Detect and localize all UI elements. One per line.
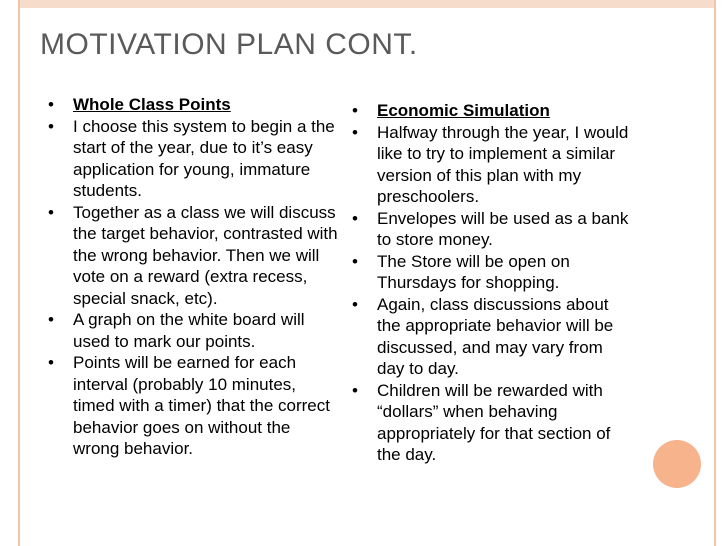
bullet-icon: • xyxy=(352,294,358,314)
bullet-icon: • xyxy=(352,380,358,400)
bullet-icon: • xyxy=(352,101,358,120)
list-item-text: Again, class discussions about the appropriate behavior will be discussed, and may vary from day to day. xyxy=(377,294,614,378)
bullet-icon: • xyxy=(48,202,54,222)
list-item xyxy=(48,309,338,352)
list-item xyxy=(48,352,338,460)
list-item xyxy=(352,294,634,380)
right-bullet-list xyxy=(352,100,634,466)
list-item-text: A graph on the white board will used to mark our points. xyxy=(73,310,305,351)
bullet-icon: • xyxy=(352,122,358,142)
left-heading: Whole Class Points xyxy=(73,95,231,114)
list-item xyxy=(48,202,338,310)
list-item-text: Children will be rewarded with “dollars” when behaving appropriately for that section of the day. xyxy=(377,380,611,464)
list-item-text: The Store will be open on Thursdays for shopping. xyxy=(377,251,570,292)
list-item xyxy=(352,122,634,208)
list-item-text: I choose this system to begin a the start of the year, due to it’s easy application for young, immature students. xyxy=(73,116,335,200)
frame-right-border xyxy=(714,0,716,546)
list-item-text: Halfway through the year, I would like to try to implement a similar version of this plan with my preschoolers. xyxy=(377,122,629,206)
bullet-icon: • xyxy=(48,353,54,372)
list-item xyxy=(352,251,634,294)
list-item-text: Together as a class we will discuss the target behavior, contrasted with the wrong behavior. Then we will vote on a reward (extra recess, special snack, etc). xyxy=(73,202,338,308)
slide-title: MOTIVATION PLAN CONT. xyxy=(40,28,418,61)
list-item-text: Points will be earned for each interval (probably 10 minutes, timed with a timer) that the correct behavior goes on without the wrong behavior. xyxy=(73,353,330,458)
list-item xyxy=(48,94,338,116)
bullet-icon: • xyxy=(48,95,54,114)
list-item xyxy=(352,100,634,122)
frame-left-border xyxy=(18,0,20,546)
bullet-icon: • xyxy=(352,208,358,228)
list-item xyxy=(352,380,634,466)
list-item-text: Envelopes will be used as a bank to store money. xyxy=(377,208,629,249)
bullet-icon: • xyxy=(352,251,358,271)
list-item xyxy=(352,208,634,251)
list-item xyxy=(48,116,338,202)
right-heading: Economic Simulation xyxy=(377,101,550,120)
decorative-circle xyxy=(653,440,701,488)
bullet-icon: • xyxy=(48,310,54,329)
left-bullet-list xyxy=(48,94,338,460)
frame-top-border xyxy=(18,0,716,8)
bullet-icon: • xyxy=(48,116,54,136)
